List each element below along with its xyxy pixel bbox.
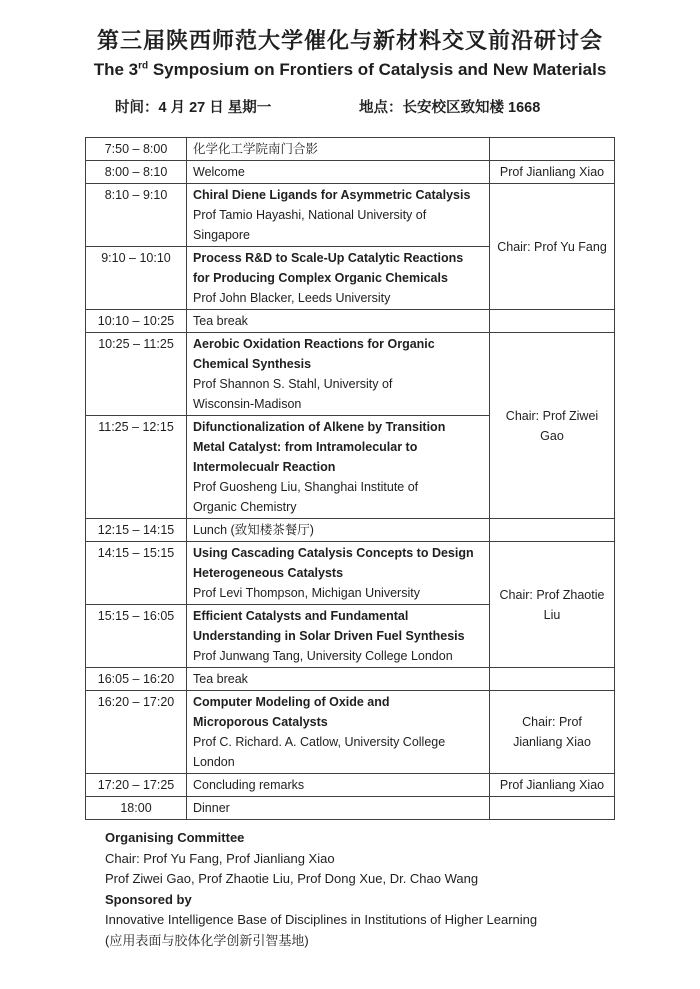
page-title-chinese: 第三届陕西师范大学催化与新材料交叉前沿研讨会 bbox=[96, 28, 603, 53]
date-venue-row bbox=[97, 96, 603, 117]
session-title-line: Computer Modeling of Oxide and bbox=[193, 695, 390, 709]
session-detail-line: 化学化工学院南门合影 bbox=[193, 142, 319, 156]
sponsored-by-heading: Sponsored by bbox=[105, 891, 192, 907]
time-cell: 11:25 – 12:15 bbox=[86, 416, 187, 519]
session-cell bbox=[187, 668, 490, 691]
session-cell bbox=[187, 138, 490, 161]
session-title-line: Chemical Synthesis bbox=[193, 357, 312, 371]
sponsored-by-lines bbox=[105, 910, 603, 951]
session-cell bbox=[187, 797, 490, 820]
session-cell bbox=[187, 310, 490, 333]
sponsor-line: (应用表面与胶体化学创新引智基地) bbox=[105, 932, 309, 948]
table-row bbox=[86, 161, 615, 184]
chair-cell: Chair: Prof Jianliang Xiao bbox=[490, 691, 615, 774]
schedule-table bbox=[85, 137, 615, 820]
session-detail-line: Tea break bbox=[193, 314, 248, 328]
time-cell: 12:15 – 14:15 bbox=[86, 519, 187, 542]
session-cell bbox=[187, 247, 490, 310]
session-title-line: Using Cascading Catalysis Concepts to Design bbox=[193, 546, 474, 560]
session-detail-line: Welcome bbox=[193, 165, 245, 179]
session-cell bbox=[187, 184, 490, 247]
session-title-line: Aerobic Oxidation Reactions for Organic bbox=[193, 337, 435, 351]
time-cell: 8:10 – 9:10 bbox=[86, 184, 187, 247]
time-cell: 14:15 – 15:15 bbox=[86, 542, 187, 605]
session-title-line: Heterogeneous Catalysts bbox=[193, 566, 344, 580]
session-cell bbox=[187, 333, 490, 416]
chair-cell bbox=[490, 668, 615, 691]
date-label: 时间：4 月 27 日 星期一 bbox=[115, 100, 272, 116]
table-row bbox=[86, 668, 615, 691]
organising-committee-heading: Organising Committee bbox=[105, 830, 245, 845]
chair-cell: Chair: Prof Zhaotie Liu bbox=[490, 542, 615, 668]
time-cell: 16:05 – 16:20 bbox=[86, 668, 187, 691]
chair-cell: Prof Jianliang Xiao bbox=[490, 774, 615, 797]
session-cell bbox=[187, 416, 490, 519]
table-row bbox=[86, 310, 615, 333]
session-detail-line: Prof Levi Thompson, Michigan University bbox=[193, 586, 420, 600]
session-title-line: Understanding in Solar Driven Fuel Synthesis bbox=[193, 629, 465, 643]
time-cell: 18:00 bbox=[86, 797, 187, 820]
session-detail-line: Prof Shannon S. Stahl, University of bbox=[193, 377, 393, 391]
chair-cell bbox=[490, 519, 615, 542]
time-cell: 9:10 – 10:10 bbox=[86, 247, 187, 310]
session-detail-line: Tea break bbox=[193, 672, 248, 686]
table-row bbox=[86, 138, 615, 161]
session-detail-line: Prof John Blacker, Leeds University bbox=[193, 291, 391, 305]
chair-cell: Prof Jianliang Xiao bbox=[490, 161, 615, 184]
sponsor-line: Innovative Intelligence Base of Disciplines in Institutions of Higher Learning bbox=[105, 912, 538, 927]
session-detail-line: Singapore bbox=[193, 228, 250, 242]
session-cell bbox=[187, 605, 490, 668]
organising-committee-lines bbox=[105, 849, 603, 890]
table-row bbox=[86, 333, 615, 416]
session-detail-line: Lunch (致知楼茶餐厅) bbox=[193, 523, 314, 537]
chair-cell: Chair: Prof Yu Fang bbox=[490, 184, 615, 310]
table-row bbox=[86, 542, 615, 605]
session-cell bbox=[187, 774, 490, 797]
session-title-line: Chiral Diene Ligands for Asymmetric Catalysis bbox=[193, 188, 471, 202]
committee-member-line: Prof Ziwei Gao, Prof Zhaotie Liu, Prof Dong Xue, Dr. Chao Wang bbox=[105, 871, 479, 886]
time-cell: 8:00 – 8:10 bbox=[86, 161, 187, 184]
committee-member-line: Chair: Prof Yu Fang, Prof Jianliang Xiao bbox=[105, 850, 335, 866]
time-cell: 10:25 – 11:25 bbox=[86, 333, 187, 416]
session-detail-line: London bbox=[193, 755, 235, 769]
table-row bbox=[86, 519, 615, 542]
time-cell: 10:10 – 10:25 bbox=[86, 310, 187, 333]
session-detail-line: Wisconsin-Madison bbox=[193, 397, 302, 411]
session-detail-line: Organic Chemistry bbox=[193, 500, 297, 514]
time-cell: 7:50 – 8:00 bbox=[86, 138, 187, 161]
session-title-line: Intermolecualr Reaction bbox=[193, 460, 336, 474]
table-row bbox=[86, 184, 615, 247]
session-detail-line: Concluding remarks bbox=[193, 778, 305, 792]
time-cell: 16:20 – 17:20 bbox=[86, 691, 187, 774]
table-row bbox=[86, 774, 615, 797]
session-cell bbox=[187, 691, 490, 774]
session-title-line: Process R&D to Scale-Up Catalytic Reactions bbox=[193, 251, 464, 265]
time-cell: 15:15 – 16:05 bbox=[86, 605, 187, 668]
chair-cell bbox=[490, 138, 615, 161]
session-cell bbox=[187, 519, 490, 542]
session-title-line: Metal Catalyst: from Intramolecular to bbox=[193, 440, 418, 454]
footer bbox=[97, 828, 603, 951]
table-row bbox=[86, 691, 615, 774]
title-english-prefix: The 3 bbox=[93, 60, 139, 79]
session-cell bbox=[187, 161, 490, 184]
session-title-line: Efficient Catalysts and Fundamental bbox=[193, 609, 409, 623]
session-detail-line: Prof C. Richard. A. Catlow, University College bbox=[193, 735, 446, 749]
session-title-line: for Producing Complex Organic Chemicals bbox=[193, 271, 448, 285]
page-title-english bbox=[0, 60, 700, 80]
session-detail-line: Prof Tamio Hayashi, National University of bbox=[193, 208, 427, 222]
chair-cell: Chair: Prof Ziwei Gao bbox=[490, 333, 615, 519]
session-cell bbox=[187, 542, 490, 605]
chair-cell bbox=[490, 797, 615, 820]
session-title-line: Difunctionalization of Alkene by Transition bbox=[193, 420, 446, 434]
title-english-suffix: Symposium on Frontiers of Catalysis and New Materials bbox=[148, 60, 607, 79]
session-title-line: Microporous Catalysts bbox=[193, 715, 328, 729]
venue-label: 地点：长安校区致知楼 1668 bbox=[359, 100, 541, 116]
session-detail-line: Prof Guosheng Liu, Shanghai Institute of bbox=[193, 480, 419, 494]
table-row bbox=[86, 797, 615, 820]
time-cell: 17:20 – 17:25 bbox=[86, 774, 187, 797]
session-detail-line: Dinner bbox=[193, 801, 230, 815]
session-detail-line: Prof Junwang Tang, University College London bbox=[193, 649, 453, 663]
title-english-ordinal-superscript: rd bbox=[138, 60, 149, 72]
chair-cell bbox=[490, 310, 615, 333]
